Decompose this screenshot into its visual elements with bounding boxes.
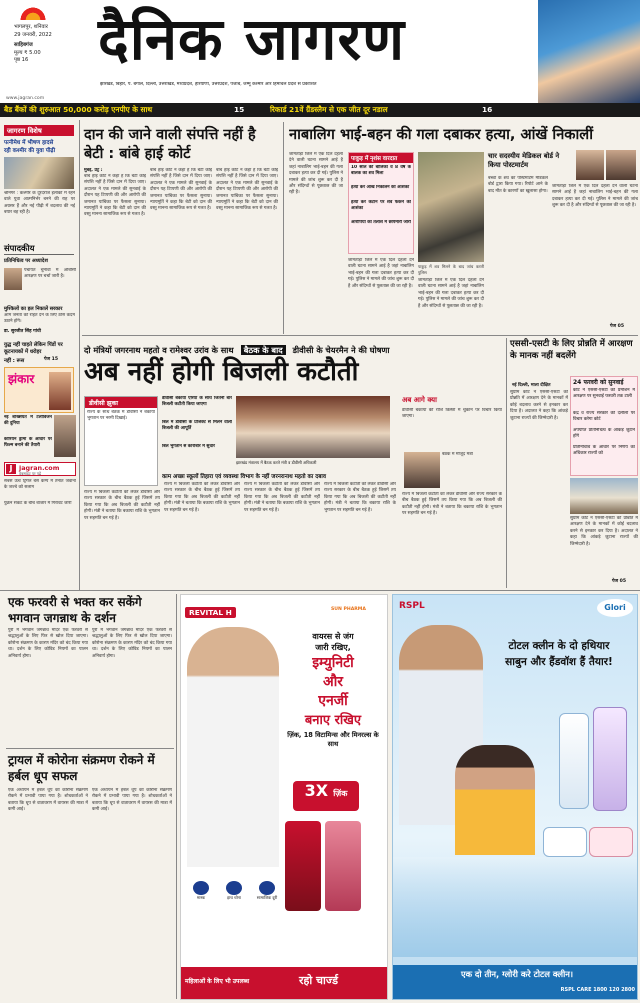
revital-tag4: और <box>322 674 344 690</box>
pakur-bullet-4: आरोपियों की तलाश में छापेमारी जारी <box>351 220 411 225</box>
supplement-item2[interactable]: कोरियन ड्रामा के आधार पर फिल्म बनाने की तैयारी <box>4 437 52 449</box>
jagran-link-sub: वेबसाइट पर पढ़ें <box>19 471 42 476</box>
bijli-sc-divider <box>506 338 507 588</box>
bijli-kicker: दो मंत्रियों जगरनाथ महतो व रामेश्वर उरांव के साथ <box>84 345 234 355</box>
top-band-divider <box>82 335 638 336</box>
daan-dateline: मुंबई, प्रेट्र : <box>84 168 103 173</box>
rspl-logo: RSPL <box>399 601 425 611</box>
nabalig-body-3: जामताड़ा जिले में एक दिल दहला देने वाली घटना सामने आई है जहां नाबालिग भाई-बहन की गला दबाकर हत्या कर दी गई। पुलिस ने मामले की जांच शुरू कर दी है और संदिग्धों से पूछताछ की जा रही है। <box>418 278 484 309</box>
dvc-box-body: राज्य के साथ बैठक में डीवीसी ने बकाया भुगतान पर नरमी दिखाई। <box>87 410 155 422</box>
doctor-figure <box>187 627 279 867</box>
jagran-icon: J <box>6 464 16 474</box>
editorial-2-body: आम जनता को राहत देने के लिए ठोस कदम उठाने होंगे। <box>4 313 75 325</box>
pakur-scene-photo <box>418 152 484 262</box>
supplement-item1[interactable]: नई शख्सियतें में टेलीविजन की दुनिया <box>4 415 52 427</box>
special-item1-sub: रही कश्मीर की युवा पीढ़ी <box>4 147 56 154</box>
glori-splash <box>393 857 638 957</box>
kunda-headline[interactable]: चार सदस्यीय मेडिकल बोर्ड ने किया पोस्टमार्टम <box>488 152 560 170</box>
left-ad-divider <box>176 594 177 999</box>
web-item2[interactable]: युक्रेन संकट के बीच बाजार में गिरावट जारी <box>4 501 72 506</box>
special-label: जागरण विशेष <box>4 125 74 136</box>
edition-type: साहिबगंज <box>14 42 33 49</box>
editorial-label: संपादकीय <box>4 243 74 255</box>
special-item1 <box>4 140 76 155</box>
glori-headline: टोटल क्लीन के दो हथियार <box>508 640 610 652</box>
revital-3x-badge <box>293 781 359 811</box>
handwash-icon <box>220 881 248 911</box>
edition-price: मूल्य ₹ 5.00 <box>14 49 41 56</box>
left-column-divider <box>79 120 80 590</box>
glori-handwash-bottle-2 <box>593 707 627 811</box>
sc-headline[interactable]: एससी-एसटी के लिए प्रोन्नति में आरक्षण के मानक नहीं बदलेंगे <box>510 339 633 362</box>
bijli-kicker-end: डीवीसी के चेयरमैन ने की घोषणा <box>292 345 390 355</box>
ticker-left-text[interactable]: बैड बैंकों की शुरुआत 50,000 करोड़ एनपीए के साथ <box>4 105 153 114</box>
revital-ad[interactable] <box>180 594 388 1000</box>
bijli-side-photo <box>404 452 440 488</box>
revital-tag2: जारी रखिए, <box>315 643 351 652</box>
glori-logo: Glori <box>597 599 633 617</box>
jagran-link[interactable]: jagran.com <box>19 464 60 472</box>
handwash-label: हाथ धोना <box>227 895 241 900</box>
sc-page-ref[interactable]: पेज 05 <box>612 579 627 584</box>
sun-pharma-logo: SUN PHARMA <box>331 607 366 612</box>
mask-icon <box>187 881 215 911</box>
sc-box-title: 24 फरवरी को सुनवाई <box>573 379 624 386</box>
editorial-byline: डा. सुरजीत सिंह गांधी <box>4 329 41 334</box>
bijli-subhead: काम अच्छा स्कूलों तिहारा एवं व्यवस्था विभाग के नहीं जरनरानाथ महतो का दबाव <box>162 474 326 480</box>
daan-divider <box>283 122 284 334</box>
victims-photo-1 <box>576 150 604 180</box>
distance-label: सामाजिक दूरी <box>256 895 278 900</box>
editorial-2-title[interactable]: मुश्किलों का हल निकालें सरकार <box>4 306 63 312</box>
revital-taglines <box>281 631 385 748</box>
special-item1-title: पत्नीमेध में भीषण हादसे <box>4 140 54 146</box>
glori-headline-2: साबुन और हैंडवॉश हैं तैयार! <box>505 656 613 668</box>
herbal-body-2: एक अध्ययन में हर्बल धूप को कोरोना संक्रमण रोकने में प्रभावी पाया गया है। शोधकर्ताओं ने बताया कि धूप से वातावरण में वायरस की मात्रा में कमी आई। <box>92 788 172 813</box>
glori-soap-1 <box>543 827 587 857</box>
bijli-body-2: राज्य में बिजली कटौती को लेकर डीवीसी और राज्य सरकार के बीच बैठक हुई जिसमें तय किया गया कि अब बिजली की कटौती नहीं होगी। मंत्री ने बताया कि बकाया राशि के भुगतान पर सहमति बन गई है। <box>164 482 240 513</box>
sc-box-bullet-3: अपर्याप्त प्रतिनिधित्व के आंकड़े जुटाने होंगे <box>573 428 635 440</box>
jagannath-body-1: पुरी में भगवान जगन्नाथ मंदिर एक फरवरी से श्रद्धालुओं के लिए फिर से खोल दिया जाएगा। कोरोना संक्रमण के कारण मंदिर को बंद किया गया था। दर्शन के लिए कोविड नियमों का पालन अनिवार्य होगा। <box>8 628 88 659</box>
website[interactable]: www.jagran.com <box>6 96 45 101</box>
revital-tag1: वायरस से जंग <box>312 632 354 641</box>
left-column <box>0 117 78 590</box>
sc-dateline: नई दिल्ली, माला दीक्षित <box>512 383 551 388</box>
bijli-body-3: राज्य में बिजली कटौती को लेकर डीवीसी और राज्य सरकार के बीच बैठक हुई जिसमें तय किया गया कि अब बिजली की कटौती नहीं होगी। मंत्री ने बताया कि बकाया राशि के भुगतान पर सहमति बन गई है। <box>244 482 320 513</box>
sc-box <box>570 376 638 476</box>
nabalig-page-ref[interactable]: पेज 05 <box>610 324 625 329</box>
ticker-bar <box>0 103 640 117</box>
glori-handwash-bottle <box>559 713 589 809</box>
sc-box-bullet-2: केंद्र व राज्य सरकार की दलीलों पर विचार करेगा कोर्ट <box>573 411 635 423</box>
kids-figure <box>455 745 535 855</box>
dvc-box <box>84 396 158 486</box>
bijli-side-caption: बैठक में मौजूद मंत्री <box>442 452 473 457</box>
bijli-bullet-2: बिल में डीवीसी के प्रोजेक्ट से मिलने वाली बिजली की आपूर्ति <box>162 420 232 432</box>
nabalig-body-2: जामताड़ा जिले में एक दिल दहला देने वाली घटना सामने आई है जहां नाबालिग भाई-बहन की गला दबाकर हत्या कर दी गई। पुलिस ने मामले की जांच शुरू कर दी है और संदिग्धों से पूछताछ की जा रही है। <box>348 258 414 289</box>
ticker-right-page: 16 <box>482 105 493 114</box>
ticker-right-text[interactable]: रिकार्ड 21वें ग्रैंडस्लैम से एक जीत दूर नडाल <box>270 105 388 114</box>
revital-footer-bar <box>181 967 388 1000</box>
bijli-bullet-1: डीवीसी बकाया एरिया के साथ जितनी बार बिजली कटौती किया जाएगा <box>162 396 232 408</box>
herbal-body-1: एक अध्ययन में हर्बल धूप को कोरोना संक्रमण रोकने में प्रभावी पाया गया है। शोधकर्ताओं ने बताया कि धूप से वातावरण में वायरस की मात्रा में कमी आई। <box>8 788 88 813</box>
logo-sun-icon <box>18 6 48 20</box>
nabalig-body-1: जामताड़ा जिले में एक दिल दहला देने वाली घटना सामने आई है जहां नाबालिग भाई-बहन की गला दबाकर हत्या कर दी गई। पुलिस ने मामले की जांच शुरू कर दी है और संदिग्धों से पूछताछ की जा रही है। <box>289 152 343 196</box>
pakur-box <box>348 152 414 254</box>
herbal-headline[interactable]: ट्रायल में कोरोना संक्रमण रोकने में हर्बल धूप सफल <box>8 753 155 784</box>
editorial-page-ref[interactable]: पेज 15 <box>44 357 59 362</box>
bijli-side-body-2: राज्य में बिजली कटौती को लेकर डीवीसी और राज्य सरकार के बीच बैठक हुई जिसमें तय किया गया कि अब बिजली की कटौती नहीं होगी। मंत्री ने बताया कि बकाया राशि के भुगतान पर सहमति बन गई है। <box>402 492 502 517</box>
revital-brand: REVITAL H <box>185 607 236 618</box>
editions-line: झारखंड, बिहार, पं. बंगाल, दिल्ली, उत्तराखंड, मध्यप्रदेश, हरियाणा, उत्तरप्रदेश, पंजाब, जम्मू कश्मीर और हिमाचल प्रदेश से प्रकाशित <box>100 82 317 87</box>
revital-tag5: एनर्जी <box>318 693 348 709</box>
glori-ad[interactable] <box>392 594 638 1000</box>
kunda-body: बच्चों के शव का पोस्टमार्टम मेडिकल बोर्ड द्वारा किया गया। रिपोर्ट आने के बाद मौत के कारणों का खुलासा होगा। <box>488 176 548 194</box>
pakur-bullet-3: हत्या कर कटान पर शव फेंकने की आशंका <box>351 200 411 212</box>
revital-bottle-2 <box>325 821 361 911</box>
supplement-badge <box>4 367 74 413</box>
bijli-bullet-3: बिल भुगतान से कारोबार में सुधार <box>162 444 215 449</box>
bijli-headline[interactable]: अब नहीं होगी बिजली कटौती <box>84 357 359 387</box>
distance-icon <box>253 881 281 911</box>
mask-label: मास्क <box>196 895 206 900</box>
bijli-side-body: डीवीसी बकाया की राशि किस्तों में चुकाने पर विचार किया जाएगा। <box>402 408 502 420</box>
edition-date: 29 जनवरी, 2022 <box>14 31 52 38</box>
middle-divider <box>0 590 640 591</box>
edition-city: भागलपुर, शनिवार <box>14 24 48 30</box>
supplement-title[interactable]: झंकार <box>8 372 35 386</box>
revital-3x-sub: ज़िंक <box>333 789 348 798</box>
pakur-photo-caption: पाकुड़ में शव मिलने के बाद जांच करती पुलिस <box>418 264 484 275</box>
supreme-court-photo <box>570 478 638 514</box>
meeting-photo <box>236 396 390 458</box>
editorial-3-title[interactable]: युद्ध नहीं चाहते लेकिन पिंडों पर कूटनायकों में धरोहर <box>4 342 63 355</box>
bijli-kicker-row <box>84 338 508 355</box>
bijli-body-4: राज्य में बिजली कटौती को लेकर डीवीसी और राज्य सरकार के बीच बैठक हुई जिसमें तय किया गया कि अब बिजली की कटौती नहीं होगी। मंत्री ने बताया कि बकाया राशि के भुगतान पर सहमति बन गई है। <box>324 482 396 513</box>
glori-footer-bar <box>393 965 638 1000</box>
daan-body-3: बांबे हाई कोर्ट ने कहा है कि बेटी कोई संपत्ति नहीं है जिसे दान में दिया जाए। अदालत ने एक मामले की सुनवाई के दौरान यह टिप्पणी की और आरोपी की जमानत याचिका पर फैसला सुनाया। न्यायमूर्ति ने कहा कि बेटी को दान की वस्तु मानना सामाजिक रूप से गलत है। <box>216 168 278 212</box>
edition-pages: पृष्ठ 16 <box>14 57 29 64</box>
revital-footer-sub: महिलाओं के लिए भी उपलब्ध <box>185 978 250 985</box>
edition-info <box>14 24 96 65</box>
revital-sub: ज़िंक, 18 विटामिन्स और मिनरल्स के साथ <box>287 731 379 748</box>
supplement-photo <box>49 372 71 410</box>
pakur-box-title: पाकुड़ में नृशंस वारदात <box>349 153 413 163</box>
revital-tag6: बनाए रखिए <box>304 713 362 728</box>
revital-tag3: इम्युनिटी <box>312 655 354 671</box>
editorial-photo <box>4 268 22 290</box>
glori-footer: एक दो तीन, ग्लोरी करे टोटल क्लीन। <box>460 969 574 979</box>
bijli-kicker-box: बैठक के बाद <box>241 345 286 355</box>
glori-care: RSPL CARE 1800 120 2800 <box>560 987 635 993</box>
daan-body-2: बांबे हाई कोर्ट ने कहा है कि बेटी कोई संपत्ति नहीं है जिसे दान में दिया जाए। अदालत ने एक मामले की सुनवाई के दौरान यह टिप्पणी की और आरोपी की जमानत याचिका पर फैसला सुनाया। न्यायमूर्ति ने कहा कि बेटी को दान की वस्तु मानना सामाजिक रूप से गलत है। <box>150 168 212 212</box>
jagran-link-box[interactable] <box>4 462 76 476</box>
nabalig-body-4: जामताड़ा जिले में एक दिल दहला देने वाली घटना सामने आई है जहां नाबालिग भाई-बहन की गला दबाकर हत्या कर दी गई। पुलिस ने मामले की जांच शुरू कर दी है और संदिग्धों से पूछताछ की जा रही है। <box>552 184 638 209</box>
meeting-photo-caption: झारखंड मंत्रालय में बैठक करते मंत्री व डीवीसी अधिकारी <box>236 460 317 465</box>
dvc-box-label: डीवीसी झुका <box>85 397 157 408</box>
revital-icons-row <box>187 881 281 911</box>
daan-headline[interactable]: दान की जाने वाली संपत्ति नहीं है बेटी : बांबे हाई कोर्ट <box>84 127 256 162</box>
special-body: श्रीनगर : कश्मीर के दूरदराज इलाकों में रहने वाले युवा आत्मनिर्भर बनने की राह पर अग्रसर हैं और नई पीढ़ी में बदलाव की नई बयार बह रही है। <box>4 191 75 216</box>
sc-box-bullet-1: कोर्ट ने एससी-एसटी को प्रमोशन में आरक्षण पर सुनवाई फरवरी तक टाली <box>573 388 635 400</box>
pakur-bullet-1: 10 साल की बालिका व 8 वर्ष के बालक का शव मिला <box>351 165 411 177</box>
editorial-1-title[interactable]: प्रतिनिधित्व पर अध्यादेश <box>4 258 48 264</box>
web-item1[interactable]: सबसे ऊंचे ट्रिंगल बेस कैम्प में तैनात जवानों के जज्बे को सलाम <box>4 479 76 491</box>
victims-photo-2 <box>606 150 636 180</box>
masthead-player-photo <box>538 0 640 104</box>
masthead-title: दैनिक जागरण <box>98 5 406 73</box>
nabalig-headline[interactable]: नाबालिग भाई-बहन की गला दबाकर हत्या, आंखें निकालीं <box>289 126 593 143</box>
ticker-left-page: 15 <box>234 105 245 114</box>
daan-body: बांबे हाई कोर्ट ने कहा है कि बेटी कोई संपत्ति नहीं है जिसे दान में दिया जाए। अदालत ने एक मामले की सुनवाई के दौरान यह टिप्पणी की और आरोपी की जमानत याचिका पर फैसला सुनाया। न्यायमूर्ति ने कहा कि बेटी को दान की वस्तु मानना सामाजिक रूप से गलत है। <box>84 174 146 218</box>
revital-3x: 3X <box>304 781 329 800</box>
revital-bottle-1 <box>285 821 321 911</box>
sc-body-2: सुप्रीम कोर्ट ने एससी-एसटी को प्रोन्नति में आरक्षण देने के मानकों में कोई बदलाव करने से इनकार कर दिया है। अदालत ने कहा कि आंकड़े जुटाना राज्यों की जिम्मेदारी है। <box>570 516 638 547</box>
editorial-3-author: नहीं : रूस <box>4 358 25 364</box>
glori-soap-2 <box>589 827 633 857</box>
jagannath-headline[interactable]: एक फरवरी से भक्त कर सकेंगे भगवान जगन्नाथ के दर्शन <box>8 595 142 626</box>
bijli-body-1: राज्य में बिजली कटौती को लेकर डीवीसी और राज्य सरकार के बीच बैठक हुई जिसमें तय किया गया कि अब बिजली की कटौती नहीं होगी। मंत्री ने बताया कि बकाया राशि के भुगतान पर सहमति बन गई है। <box>84 490 160 521</box>
pakur-bullet-2: हत्या कर आंखें निकालने की आशंका <box>351 185 410 190</box>
sc-box-bullet-4: प्रतिनिधित्व के आधार पर निर्णय का अधिकार राज्यों को <box>573 445 635 457</box>
editorial-1-body: पंचायत चुनावों में ओबीसी आरक्षण पर चर्चा जारी है। <box>24 268 76 280</box>
jagannath-body-2: पुरी में भगवान जगन्नाथ मंदिर एक फरवरी से श्रद्धालुओं के लिए फिर से खोल दिया जाएगा। कोरोना संक्रमण के कारण मंदिर को बंद किया गया था। दर्शन के लिए कोविड नियमों का पालन अनिवार्य होगा। <box>92 628 172 659</box>
supplement-thumb <box>54 415 76 457</box>
bijli-side-title: अब आगे क्या <box>402 396 437 404</box>
revital-footer: रहो चार्ज्ड <box>299 974 339 987</box>
masthead <box>0 0 640 104</box>
jagannath-divider <box>6 748 174 749</box>
sc-body-1: सुप्रीम कोर्ट ने एससी-एसटी को प्रोन्नति में आरक्षण देने के मानकों में कोई बदलाव करने से इनकार कर दिया है। अदालत ने कहा कि आंकड़े जुटाना राज्यों की जिम्मेदारी है। <box>510 390 568 421</box>
special-photo <box>4 157 74 189</box>
